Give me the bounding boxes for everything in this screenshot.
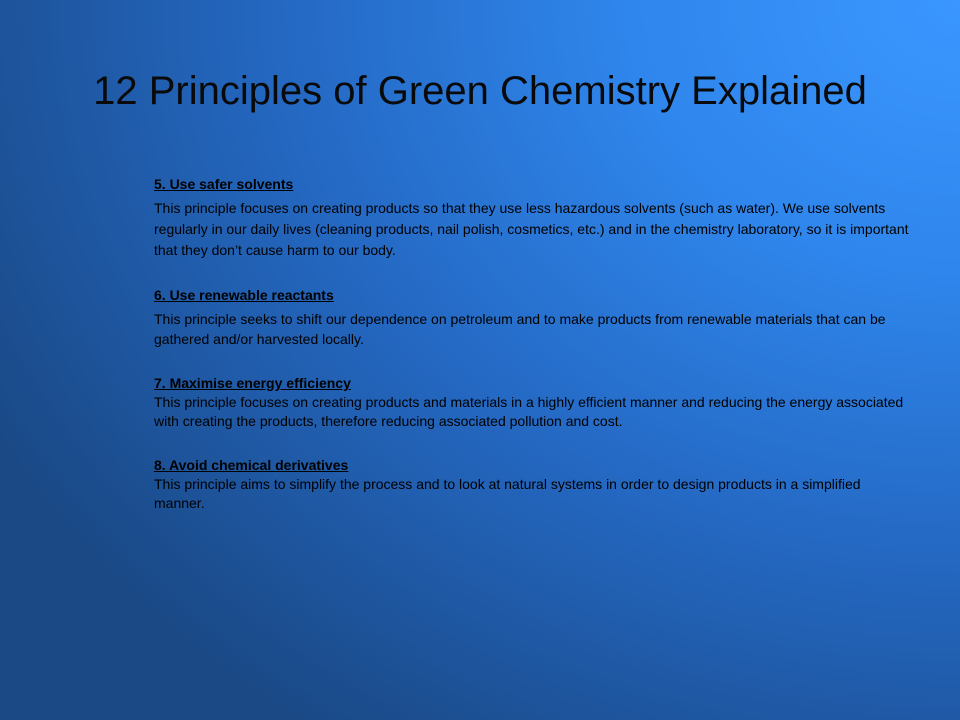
principle-text: This principle seeks to shift our dependence on petroleum and to make products from renewable materials that can be gathered and/or harvested locally. bbox=[154, 311, 886, 347]
principle-text: This principle focuses on creating products and materials in a highly efficient manner and reducing the energy associated with creating the products, therefore reducing associated pollution and cost. bbox=[154, 394, 904, 429]
principle-section bbox=[154, 285, 914, 349]
principle-section bbox=[154, 174, 914, 261]
principle-text: This principle focuses on creating products so that they use less hazardous solvents (such as water). We use solvents regularly in our daily lives (cleaning products, nail polish, cosmetics, etc.) and in the chemistry laboratory, so it is important that they don’t cause harm to our body. bbox=[154, 200, 909, 258]
principle-text: This principle aims to simplify the process and to look at natural systems in order to design products in a simplified manner. bbox=[154, 476, 861, 511]
principle-heading: 5. Use safer solvents bbox=[154, 176, 294, 192]
principle-heading: 8. Avoid chemical derivatives bbox=[154, 457, 349, 473]
principle-heading: 7. Maximise energy efficiency bbox=[154, 375, 351, 391]
slide-title: 12 Principles of Green Chemistry Explained bbox=[93, 69, 867, 113]
principle-section bbox=[154, 373, 914, 431]
slide-content bbox=[154, 174, 914, 513]
principle-heading: 6. Use renewable reactants bbox=[154, 287, 334, 303]
principle-section bbox=[154, 455, 914, 513]
